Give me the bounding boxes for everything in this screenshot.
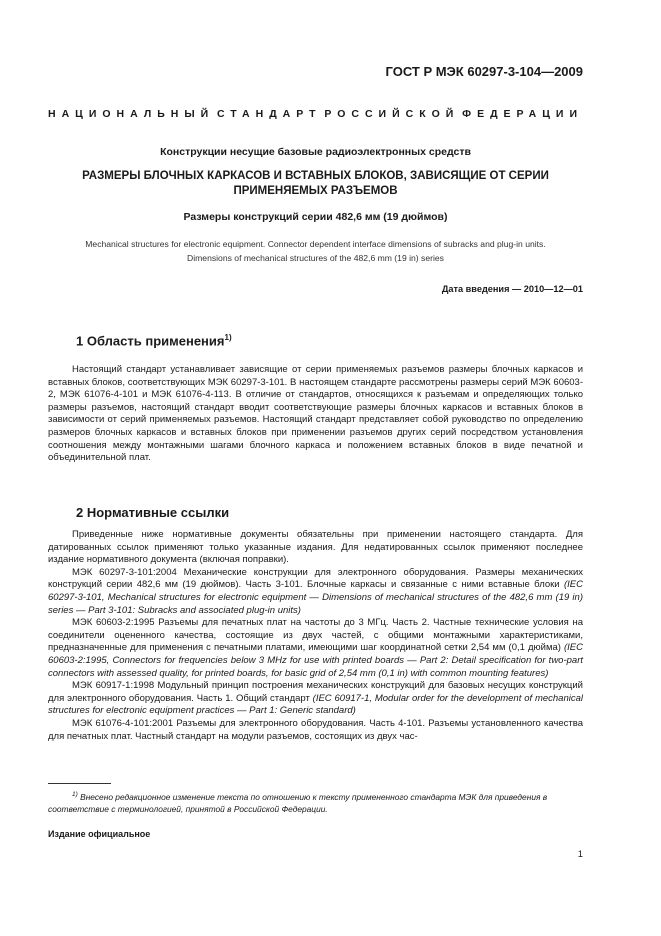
main-title-line: ПРИМЕНЯЕМЫХ РАЗЪЕМОВ [233,185,398,197]
banner-word: ФЕДЕРАЦИИ [462,108,583,120]
footnote [48,789,583,816]
paragraph: Настоящий стандарт устанавливает зависящие от серии применяемых разъемов размеры блочных каркасов и вставных блоков, соответствующих МЭК 60297-3-101. В настоящем стандарте рассмотрены размеры серий МЭК 60603-2, МЭК 61076-4-101 и МЭК 61076-4-113. В отличие от стандартов, относящихся к разъемам и определяющих только размеры разъемов, настоящий стандарт вводит соответствующие размеры блочных каркасов и вставных блоков в зависимости от серий применяемых разъемов. Настоящий стандарт представляет собой руководство по определению размеров блочных каркасов и вставных блоков при применении разъемов других серий посредством установления соотношения между монтажными шагами блочного каркаса и положением вставных блоков в виде печатной и объединительной плат. [48,364,583,464]
official-edition-label: Издание официальное [48,829,151,839]
main-title-line: РАЗМЕРЫ БЛОЧНЫХ КАРКАСОВ И ВСТАВНЫХ БЛОКОВ, ЗАВИСЯЩИЕ ОТ СЕРИИ [82,170,549,182]
english-title [40,238,591,265]
banner-word: РОССИЙСКОЙ [324,108,460,120]
scope-text [48,364,583,465]
footnote-text: Внесено редакционное изменение текста по отношению к тексту примененного стандарта МЭК для приведения в соответствие с терминологией, принятой в Российской Федерации. [48,791,548,815]
introduction-date: Дата введения — 2010—12—01 [441,284,583,294]
normative-references-text [48,529,583,743]
reference-ru: МЭК 60297-3-101:2004 Механические конструкции для электронного оборудования. Размеры механических конструкций серии 482,6 мм (19 дюймов). Часть 3-101. Блочные каркасы и связанные с ними вставные блоки [48,566,583,591]
reference-item [48,617,583,680]
paragraph: Приведенные ниже нормативные документы обязательны при применении настоящего стандарта. Для датированных ссылок применяют только указанные издания. Для недатированных ссылок применяют последнее издание нормативного документа (включая поправки). [48,529,583,566]
reference-en: (IEC 60297-3-101, Mechanical structures for electronic equipment — Dimensions of mechanical structures of the 482,6 mm (19 in) series — Part 3-101: Subracks and associated plug-in units) [48,579,583,616]
national-standard-banner [48,108,583,120]
standard-number: ГОСТ Р МЭК 60297-3-104—2009 [385,64,583,79]
footnote-mark: 1) [72,791,78,798]
document-main-title [48,169,583,199]
footnote-divider [48,783,111,784]
footnote-mark: 1) [224,333,232,342]
heading-text: 1 Область применения [76,333,225,349]
reference-item [48,680,583,718]
section-heading-scope [76,333,232,348]
banner-word: СТАНДАРТ [216,108,322,120]
document-subtitle: Конструкции несущие базовые радиоэлектронных средств [160,146,471,158]
reference-item [48,567,583,617]
heading-text: 2 Нормативные ссылки [76,505,230,520]
reference-item [48,718,583,743]
reference-en: (IEC 60603-2:1995, Connectors for frequencies below 3 MHz for use with printed boards — Part 2: Detail specification for two-part connectors with assessed quality, for printed boards, for basic grid of 2,54 mm (0,1 in) with common mounting features) [48,642,583,679]
reference-ru: МЭК 60603-2:1995 Разъемы для печатных плат на частоты до 3 МГц. Часть 2. Частные технические условия на соединители оцененного качества, состоящие из двух частей, с общими монтажными характеристиками, предназначенные для применения с печатными платами, имеющими шаг координатной сетки 2,54 мм (0,1 дюйма) [48,617,583,654]
sizes-title: Размеры конструкций серии 482,6 мм (19 дюймов) [183,211,448,223]
english-title-line: Dimensions of mechanical structures of the 482,6 mm (19 in) series [187,252,444,263]
reference-en: (IEC 60917-1, Modular order for the development of mechanical structures for electronic equipment practices — Part 1: Generic standard) [48,692,583,717]
english-title-line: Mechanical structures for electronic equipment. Connector dependent interface dimensions of subracks and plug-in units. [85,239,546,249]
reference-ru: МЭК 60917-1:1998 Модульный принцип построения механических конструкций для базовых несущих конструкций для электронного оборудования. Часть 1. Общий стандарт [48,680,583,704]
banner-word: НАЦИОНАЛЬНЫЙ [48,108,215,120]
section-heading-normative-references [76,505,229,520]
page-number: 1 [577,849,583,860]
reference-ru: МЭК 61076-4-101:2001 Разъемы для электронного оборудования. Часть 4-101. Разъемы установленного качества для печатных плат. Частный стандарт на модули разъемов, состоящих из двух час- [48,717,583,742]
